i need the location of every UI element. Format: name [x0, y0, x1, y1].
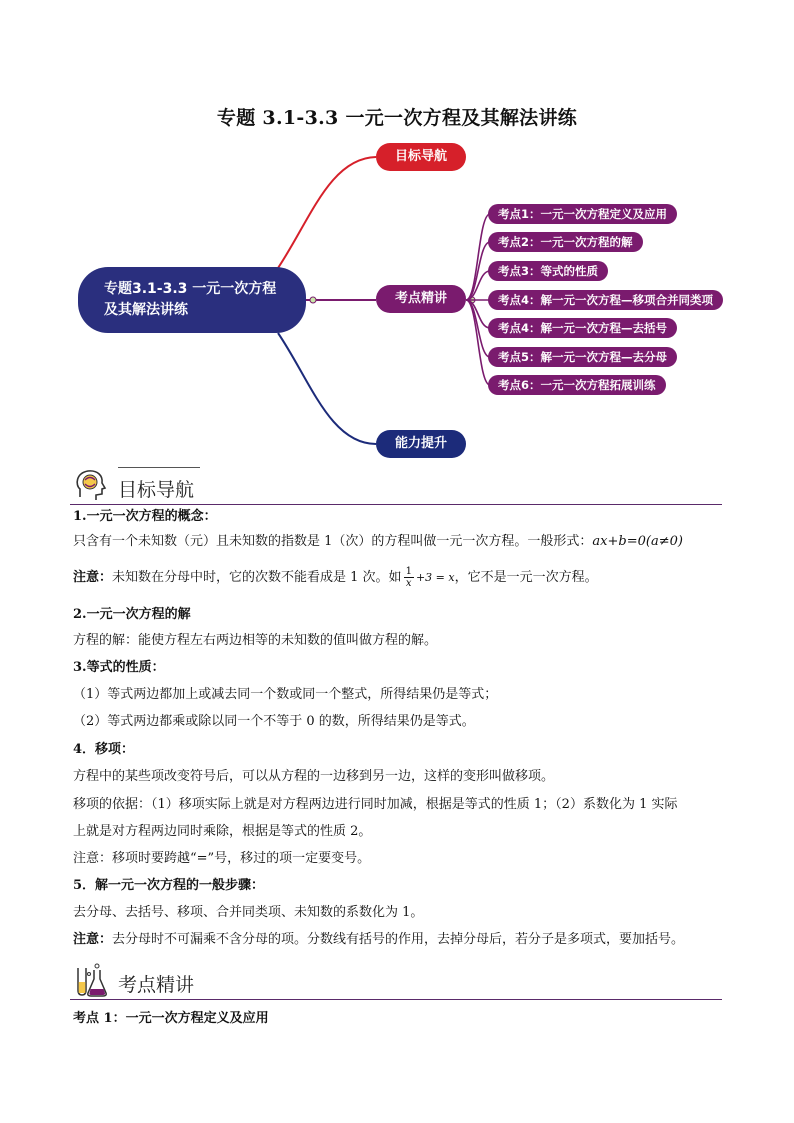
paragraph-5: 去分母、去括号、移项、合并同类项、未知数的系数化为 1。: [73, 905, 424, 920]
heading-5: 5．解一元一次方程的一般步骤：: [73, 878, 265, 893]
mindmap-point-5: 考点4：解一元一次方程—去括号: [488, 318, 677, 338]
paragraph-3a: （1）等式两边都加上或减去同一个数或同一个整式，所得结果仍是等式；: [73, 687, 498, 702]
key-point-1-heading: 考点 1：一元一次方程定义及应用: [73, 1011, 269, 1026]
note-1-label: 注意：: [73, 570, 113, 585]
header-decoration-line: [118, 467, 200, 468]
mindmap-point-7: 考点6：一元一次方程拓展训练: [488, 375, 666, 395]
section-header-key-points: [70, 960, 722, 1000]
mindmap-point-4: 考点4：解一元一次方程—移项合并同类项: [488, 290, 723, 310]
heading-1: 1.一元一次方程的概念：: [73, 509, 217, 524]
note-5-text: 去分母时不可漏乘不含分母的项。分数线有括号的作用，去掉分母后，若分子是多项式，要加括号。: [112, 932, 685, 947]
note-1: [73, 566, 733, 589]
fraction-denominator: x: [405, 578, 412, 589]
note-5-label: 注意：: [73, 932, 113, 947]
paragraph-4b: 移项的依据：（1）移项实际上就是对方程两边进行同时加减，根据是等式的性质 1；（2）系数化为 1 实际: [73, 797, 678, 812]
mindmap-point-2: 考点2：一元一次方程的解: [488, 232, 643, 252]
paragraph-3b: （2）等式两边都乘或除以同一个不等于 0 的数，所得结果仍是等式。: [73, 714, 475, 729]
section-header-goal: [70, 465, 722, 505]
mindmap-root: 专题3.1-3.3 一元一次方程及其解法讲练: [78, 267, 306, 333]
note-1-equation: +3 = x: [415, 571, 455, 584]
paragraph-1: [73, 532, 733, 552]
mindmap-point-1: 考点1：一元一次方程定义及应用: [488, 204, 677, 224]
paragraph-4d: 注意：移项时要跨越“=”号，移过的项一定要变号。: [73, 851, 371, 866]
formula-general-form: ax+b=0(a≠0): [592, 534, 683, 549]
mindmap-node-goal: 目标导航: [376, 143, 466, 171]
section-label-key-points: 考点精讲: [118, 974, 195, 996]
heading-4: 4．移项：: [73, 742, 135, 757]
note-1-text: 未知数在分母中时，它的次数不能看成是 1 次。如: [112, 570, 402, 585]
page-title: 专题 3.1-3.3 一元一次方程及其解法讲练: [216, 107, 578, 129]
heading-2: 2.一元一次方程的解: [73, 607, 191, 622]
fraction-numerator: 1: [405, 566, 412, 577]
note-5: [73, 930, 733, 950]
paragraph-4a: 方程中的某些项改变符号后，可以从方程的一边移到另一边，这样的变形叫做移项。: [73, 769, 555, 784]
mindmap-point-6: 考点5：解一元一次方程—去分母: [488, 347, 677, 367]
paragraph-4c: 上就是对方程两边同时乘除，根据是等式的性质 2。: [73, 824, 372, 839]
note-1-tail: ，它不是一元一次方程。: [454, 570, 598, 585]
fraction-1-over-x: [404, 566, 414, 589]
mindmap-node-ability: 能力提升: [376, 430, 466, 458]
mindmap-connectors: [0, 0, 794, 480]
heading-3: 3.等式的性质：: [73, 660, 165, 675]
brain-head-icon: [72, 467, 110, 503]
paragraph-2: 方程的解：能使方程左右两边相等的未知数的值叫做方程的解。: [73, 633, 438, 648]
section-rule: [70, 504, 722, 505]
mindmap-node-key-points: 考点精讲: [376, 285, 466, 313]
paragraph-1-text: 只含有一个未知数（元）且未知数的指数是 1（次）的方程叫做一元一次方程。一般形式：: [73, 534, 593, 549]
section-label-goal: 目标导航: [118, 479, 195, 501]
mindmap-point-3: 考点3：等式的性质: [488, 261, 608, 281]
lab-flask-icon: [72, 962, 110, 998]
section-rule: [70, 999, 722, 1000]
